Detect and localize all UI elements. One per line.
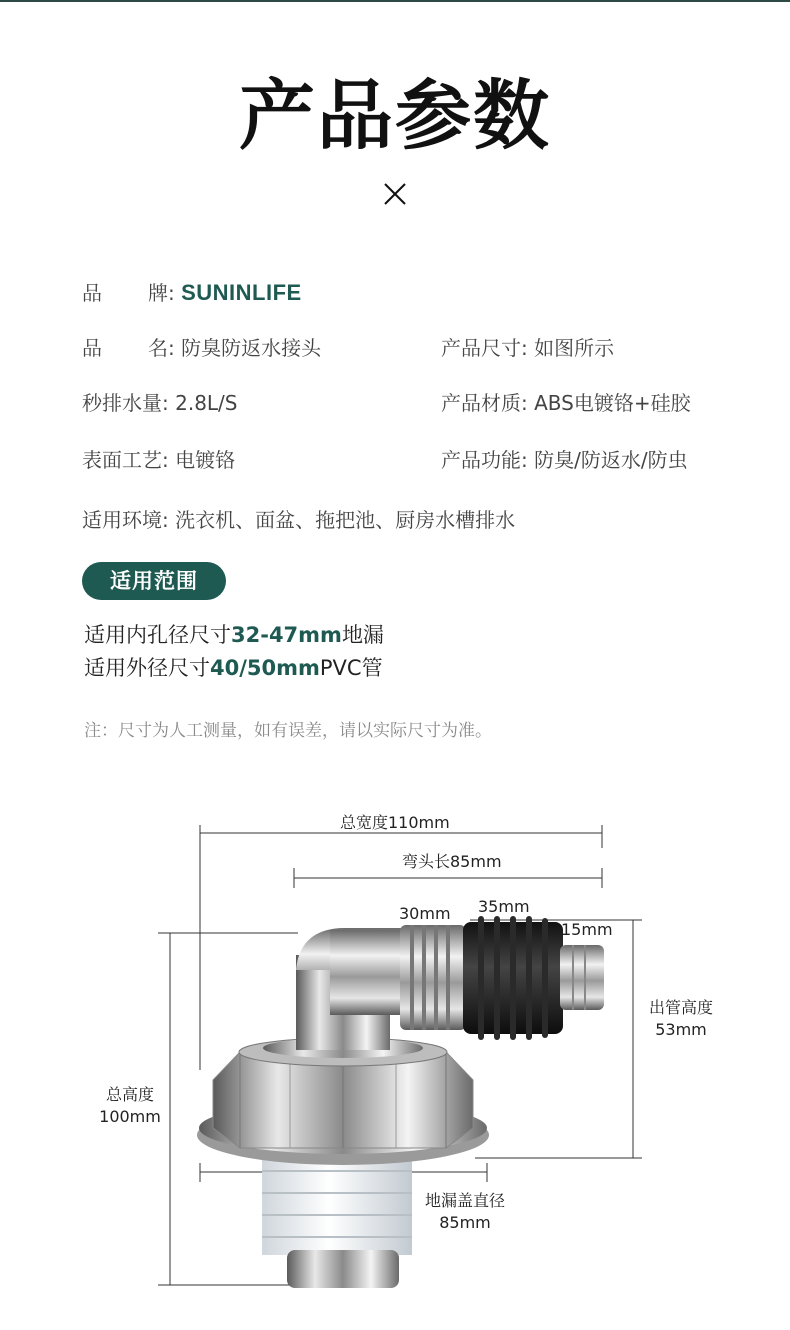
spec-drain: [82, 390, 238, 416]
spec-env-label: 适用环境:: [82, 508, 169, 532]
range-line-outer: [84, 654, 383, 682]
spec-brand-label-a: 品: [82, 281, 102, 305]
dim-outlet-height-label: 出管高度: [648, 998, 713, 1017]
dim-elbow-length: 弯头长85mm: [402, 852, 502, 871]
spec-name-label-a: 品: [82, 336, 102, 360]
dim-total-height-value: 100mm: [99, 1107, 161, 1126]
spec-drain-value: 2.8L/S: [175, 391, 238, 415]
spec-name-label-b: 名:: [148, 336, 175, 360]
brand-logo-text: SUNINLIFE: [181, 280, 302, 305]
spec-material: [441, 390, 691, 416]
range-line2-prefix: 适用外径尺寸: [84, 656, 210, 680]
spec-size-value: 如图所示: [534, 336, 615, 360]
range-line2-suffix: PVC管: [319, 656, 383, 680]
spec-surface: [82, 447, 235, 473]
dim-outlet-height: [645, 997, 717, 1041]
dim-cover-diameter-label: 地漏盖直径: [424, 1191, 505, 1210]
dim-cover-diameter-value: 85mm: [439, 1213, 491, 1232]
spec-brand: [82, 280, 302, 306]
spec-surface-label: 表面工艺:: [82, 448, 169, 472]
measurement-note: 注：尺寸为人工测量，如有误差，请以实际尺寸为准。: [84, 721, 492, 741]
spec-function-value: 防臭/防返水/防虫: [534, 448, 688, 472]
top-divider: [0, 0, 790, 2]
range-line1-value: 32-47mm: [231, 623, 342, 647]
dim-35mm: 35mm: [478, 897, 530, 916]
spec-name-value: 防臭防返水接头: [181, 336, 322, 360]
outlet-pipe: [560, 945, 604, 1010]
drain-cover-flange: [197, 1038, 489, 1165]
silicone-tube: [262, 1155, 412, 1288]
spec-material-label: 产品材质:: [441, 391, 528, 415]
spec-size-label: 产品尺寸:: [441, 336, 528, 360]
range-badge: 适用范围: [82, 562, 226, 600]
product-dimension-drawing: [0, 780, 790, 1320]
page-title: 产品参数: [239, 71, 551, 160]
spec-drain-label: 秒排水量:: [82, 391, 169, 415]
range-line-inner: [84, 621, 384, 649]
spec-name: [82, 335, 321, 361]
dim-total-width: 总宽度110mm: [340, 813, 450, 832]
dim-outlet-height-value: 53mm: [655, 1020, 707, 1039]
dim-30mm: 30mm: [399, 904, 451, 923]
dim-total-height-label: 总高度: [105, 1085, 154, 1104]
elbow-body: [296, 928, 410, 1050]
spec-surface-value: 电镀铬: [175, 448, 236, 472]
spec-function: [441, 447, 688, 473]
spec-env-value: 洗衣机、面盆、拖把池、厨房水槽排水: [175, 508, 516, 532]
dim-total-height: [96, 1084, 164, 1128]
spec-brand-label-b: 牌:: [148, 281, 175, 305]
range-line1-suffix: 地漏: [341, 623, 384, 647]
spec-environment: [82, 507, 515, 533]
dim-15mm: 15mm: [561, 920, 613, 939]
range-line1-prefix: 适用内孔径尺寸: [84, 623, 231, 647]
spec-function-label: 产品功能:: [441, 448, 528, 472]
range-line2-value: 40/50mm: [210, 656, 320, 680]
threaded-connector: [400, 925, 466, 1030]
close-icon[interactable]: [383, 182, 407, 206]
spec-size: [441, 335, 614, 361]
spec-material-value: ABS电镀铬+硅胶: [534, 391, 691, 415]
dim-cover-diameter: [418, 1190, 512, 1234]
rubber-bellows: [463, 916, 563, 1040]
